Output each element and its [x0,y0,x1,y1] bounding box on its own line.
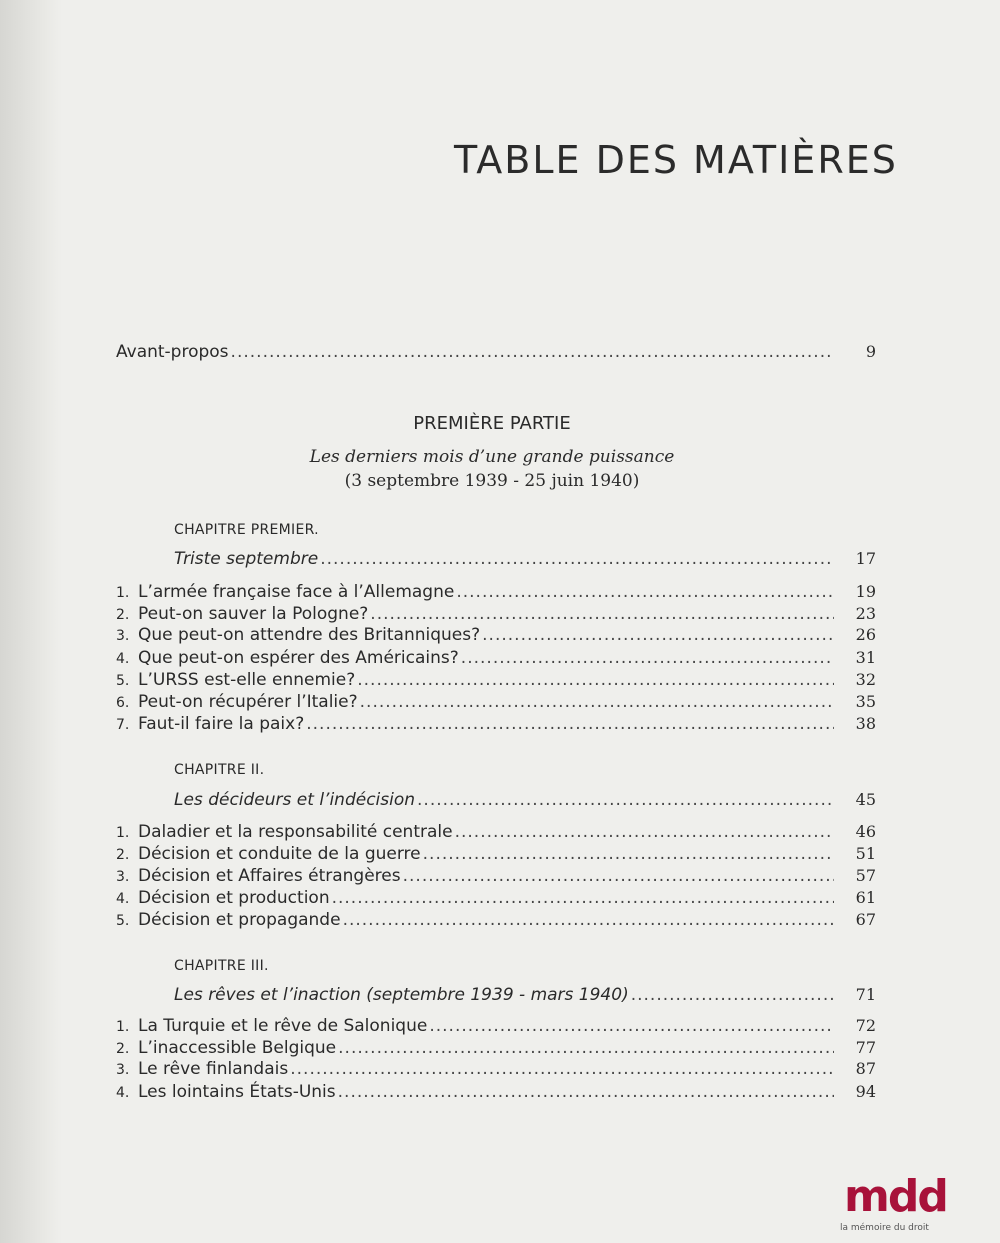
toc-entry-label: Décision et propagande [138,910,341,930]
toc-page-number: 72 [855,1016,876,1035]
toc-page-number: 23 [855,604,876,623]
dot-leader [423,844,834,864]
toc-page-number: 77 [855,1038,876,1057]
dot-leader [429,1016,834,1036]
toc-section-entry [116,1038,876,1058]
toc-page-number: 35 [855,692,876,711]
toc-entry-label: La Turquie et le rêve de Salonique [138,1016,428,1036]
dot-leader [343,910,834,930]
toc-section-entry [116,648,876,668]
dot-leader [360,692,834,712]
dot-leader [306,714,834,734]
toc-page-number: 46 [855,822,876,841]
toc-entry-label: Faut-il faire la paix? [138,714,305,734]
toc-page-number: 51 [855,844,876,863]
toc-page-number: 17 [855,549,876,568]
toc-section-entry [116,888,876,908]
toc-section-entry [116,604,876,624]
toc-page-number: 94 [855,1082,876,1101]
dot-leader [338,1038,834,1058]
section-number: 4. [116,651,130,667]
toc-page-number: 38 [855,714,876,733]
toc-entry-label: Peut-on sauver la Pologne? [138,604,369,624]
toc-section-entry [116,910,876,930]
toc-entry-label: Avant-propos [116,342,229,362]
toc-entry-label: Triste septembre [174,549,319,569]
section-number: 2. [116,607,130,623]
toc-page-number: 67 [855,910,876,929]
toc-section-entry [116,714,876,734]
toc-section-entry [116,822,876,842]
toc-entry-label: Décision et conduite de la guerre [138,844,421,864]
section-number: 2. [116,847,130,863]
toc-entry-label: Peut-on récupérer l’Italie? [138,692,358,712]
dot-leader [370,604,834,624]
toc-section-entry [116,692,876,712]
section-number: 1. [116,825,130,841]
toc-section-entry [116,1059,876,1079]
toc-section-entry [116,582,876,602]
toc-page-number: 26 [855,625,876,644]
toc-entry-label: L’inaccessible Belgique [138,1038,337,1058]
toc-section-entry [116,1082,876,1102]
toc-entry-label: Daladier et la responsabilité centrale [138,822,453,842]
toc-section-entry [116,1016,876,1036]
part-heading: PREMIÈRE PARTIE [413,413,571,434]
toc-page-number: 71 [855,985,876,1004]
dot-leader [231,342,834,362]
dot-leader [482,625,834,645]
toc-page-number: 57 [855,866,876,885]
section-number: 4. [116,891,130,907]
chapter-heading: CHAPITRE III. [174,958,269,974]
chapter-heading: CHAPITRE II. [174,762,265,778]
toc-entry-label: Décision et Affaires étrangères [138,866,401,886]
chapter-title-entry [174,790,876,810]
dot-leader [455,822,834,842]
toc-entry-label: Que peut-on attendre des Britanniques? [138,625,481,645]
toc-entry-label: L’armée française face à l’Allemagne [138,582,455,602]
section-number: 1. [116,585,130,601]
toc-page-number: 9 [865,342,876,361]
mdd-logo [838,1171,948,1235]
book-page [62,0,1000,1243]
dot-leader [456,582,834,602]
dot-leader [332,888,834,908]
dot-leader [403,866,834,886]
page-gutter-shadow [0,0,62,1243]
page-title: TABLE DES MATIÈRES [454,138,898,182]
toc-entry-label: L’URSS est-elle ennemie? [138,670,356,690]
dot-leader [338,1082,834,1102]
section-number: 5. [116,673,130,689]
section-number: 2. [116,1041,130,1057]
toc-page-number: 31 [855,648,876,667]
toc-entry-label: Les rêves et l’inaction (septembre 1939 - mars 1940) [174,985,629,1005]
logo-mark: mdd [844,1171,947,1222]
dot-leader [417,790,834,810]
section-number: 3. [116,869,130,885]
part-subtitle: Les derniers mois d’une grande puissance [309,447,675,467]
toc-section-entry [116,866,876,886]
section-number: 1. [116,1019,130,1035]
toc-entry-avant-propos [116,342,876,362]
toc-page-number: 87 [855,1059,876,1078]
section-number: 5. [116,913,130,929]
dot-leader [320,549,834,569]
toc-entry-label: Que peut-on espérer des Américains? [138,648,459,668]
toc-entry-label: Les lointains États-Unis [138,1082,336,1102]
toc-page-number: 19 [855,582,876,601]
toc-page-number: 45 [855,790,876,809]
toc-page-number: 32 [855,670,876,689]
section-number: 6. [116,695,130,711]
section-number: 4. [116,1085,130,1101]
dot-leader [631,985,834,1005]
dot-leader [357,670,834,690]
logo-tagline: la mémoire du droit [840,1223,929,1233]
section-number: 7. [116,717,130,733]
toc-section-entry [116,670,876,690]
chapter-title-entry [174,985,876,1005]
section-number: 3. [116,1062,130,1078]
toc-entry-label: Décision et production [138,888,330,908]
section-number: 3. [116,628,130,644]
toc-page-number: 61 [855,888,876,907]
chapter-heading: CHAPITRE PREMIER. [174,522,319,538]
toc-entry-label: Le rêve finlandais [138,1059,289,1079]
toc-entry-label: Les décideurs et l’indécision [174,790,416,810]
part-dates: (3 septembre 1939 - 25 juin 1940) [344,471,640,491]
toc-section-entry [116,844,876,864]
toc-section-entry [116,625,876,645]
chapter-title-entry [174,549,876,569]
dot-leader [461,648,834,668]
dot-leader [290,1059,834,1079]
